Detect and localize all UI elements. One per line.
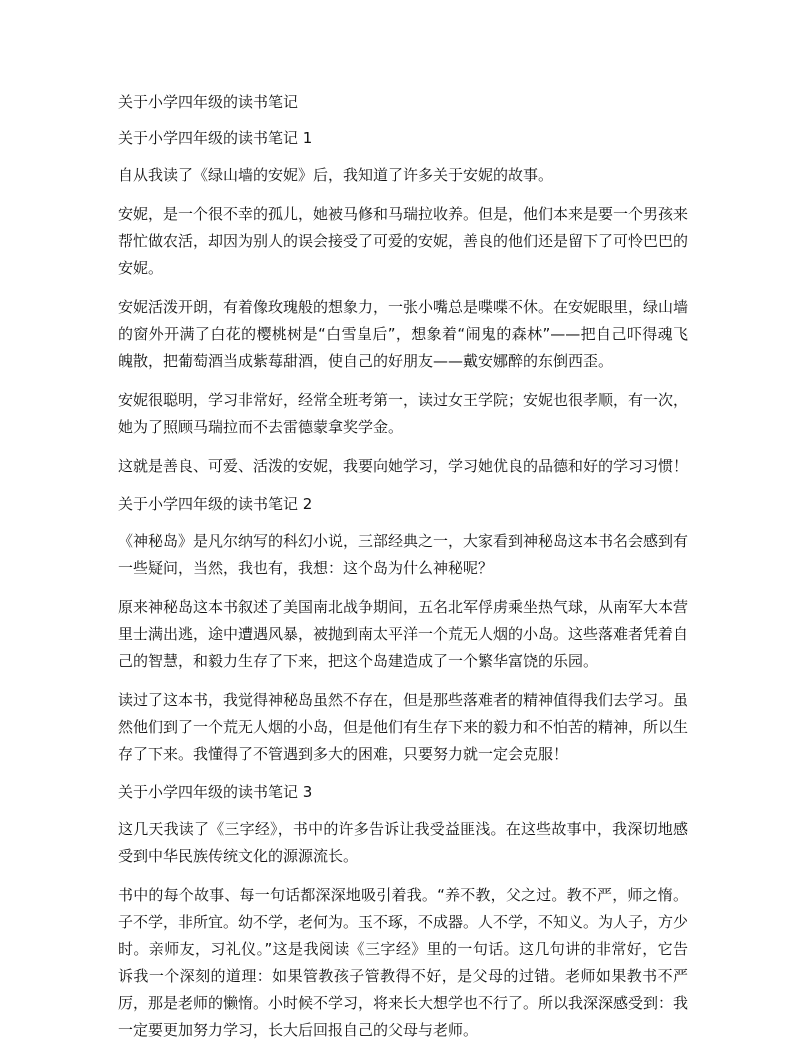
- document-title: 关于小学四年级的读书笔记: [118, 93, 299, 111]
- section-heading: 关于小学四年级的读书笔记 2: [118, 495, 313, 513]
- paragraph: 书中的每个故事、每一句话都深深地吸引着我。“养不教，父之过。教不严，师之惰。子不学，非所宜。幼不学，老何为。玉不琢，不成器。人不学，不知义。为人子，方少时。亲师友，习礼仪。”这是我阅读《三字经》里的一句话。这几句讲的非常好，它告诉我一个深刻的道理：如果管教孩子管教得不好，是父母的过错。老师如果教书不严厉，那是老师的懒惰。小时候不学习，将来长大想学也不行了。所以我深深感受到：我一定要更加努力学习，长大后回报自己的父母与老师。: [118, 886, 689, 1039]
- paragraph: 《神秘岛》是凡尔纳写的科幻小说，三部经典之一，大家看到神秘岛这本书名会感到有一些疑问，当然，我也有，我想：这个岛为什么神秘呢？: [118, 532, 689, 577]
- paragraph: 这就是善良、可爱、活泼的安妮，我要向她学习，学习她优良的品德和好的学习习惯！: [118, 457, 689, 475]
- paragraph: 安妮活泼开朗，有着像玫瑰般的想象力，一张小嘴总是喋喋不休。在安妮眼里，绿山墙的窗外开满了白花的樱桃树是“白雪皇后”，想象着“闹鬼的森林”——把自己吓得魂飞魄散，把葡萄酒当成紫莓甜酒，使自己的好朋友——戴安娜醉的东倒西歪。: [118, 298, 689, 370]
- section-heading: 关于小学四年级的读书笔记 3: [118, 783, 313, 801]
- paragraph: 安妮很聪明，学习非常好，经常全班考第一，读过女王学院；安妮也很孝顺，有一次，她为了照顾马瑞拉而不去雷德蒙拿奖学金。: [118, 391, 689, 436]
- paragraph: 安妮，是一个很不幸的孤儿，她被马修和马瑞拉收养。但是，他们本来是要一个男孩来帮忙做农活，却因为别人的误会接受了可爱的安妮，善良的他们还是留下了可怜巴巴的安妮。: [118, 205, 689, 277]
- section-heading: 关于小学四年级的读书笔记 1: [118, 129, 313, 147]
- paragraph: 读过了这本书，我觉得神秘岛虽然不存在，但是那些落难者的精神值得我们去学习。虽然他们到了一个荒无人烟的小岛，但是他们有生存下来的毅力和不怕苦的精神，所以生存了下来。我懂得了不管遇到多大的困难，只要努力就一定会克服！: [118, 691, 689, 763]
- paragraph: 原来神秘岛这本书叙述了美国南北战争期间，五名北军俘虏乘坐热气球，从南军大本营里士满出逃，途中遭遇风暴，被抛到南太平洋一个荒无人烟的小岛。这些落难者凭着自己的智慧，和毅力生存了下来，把这个岛建造成了一个繁华富饶的乐园。: [118, 598, 689, 670]
- document-page: [118, 90, 688, 1056]
- paragraph: 这几天我读了《三字经》，书中的许多告诉让我受益匪浅。在这些故事中，我深切地感受到中华民族传统文化的源源流长。: [118, 820, 688, 865]
- paragraph: 自从我读了《绿山墙的安妮》后，我知道了许多关于安妮的故事。: [118, 166, 554, 184]
